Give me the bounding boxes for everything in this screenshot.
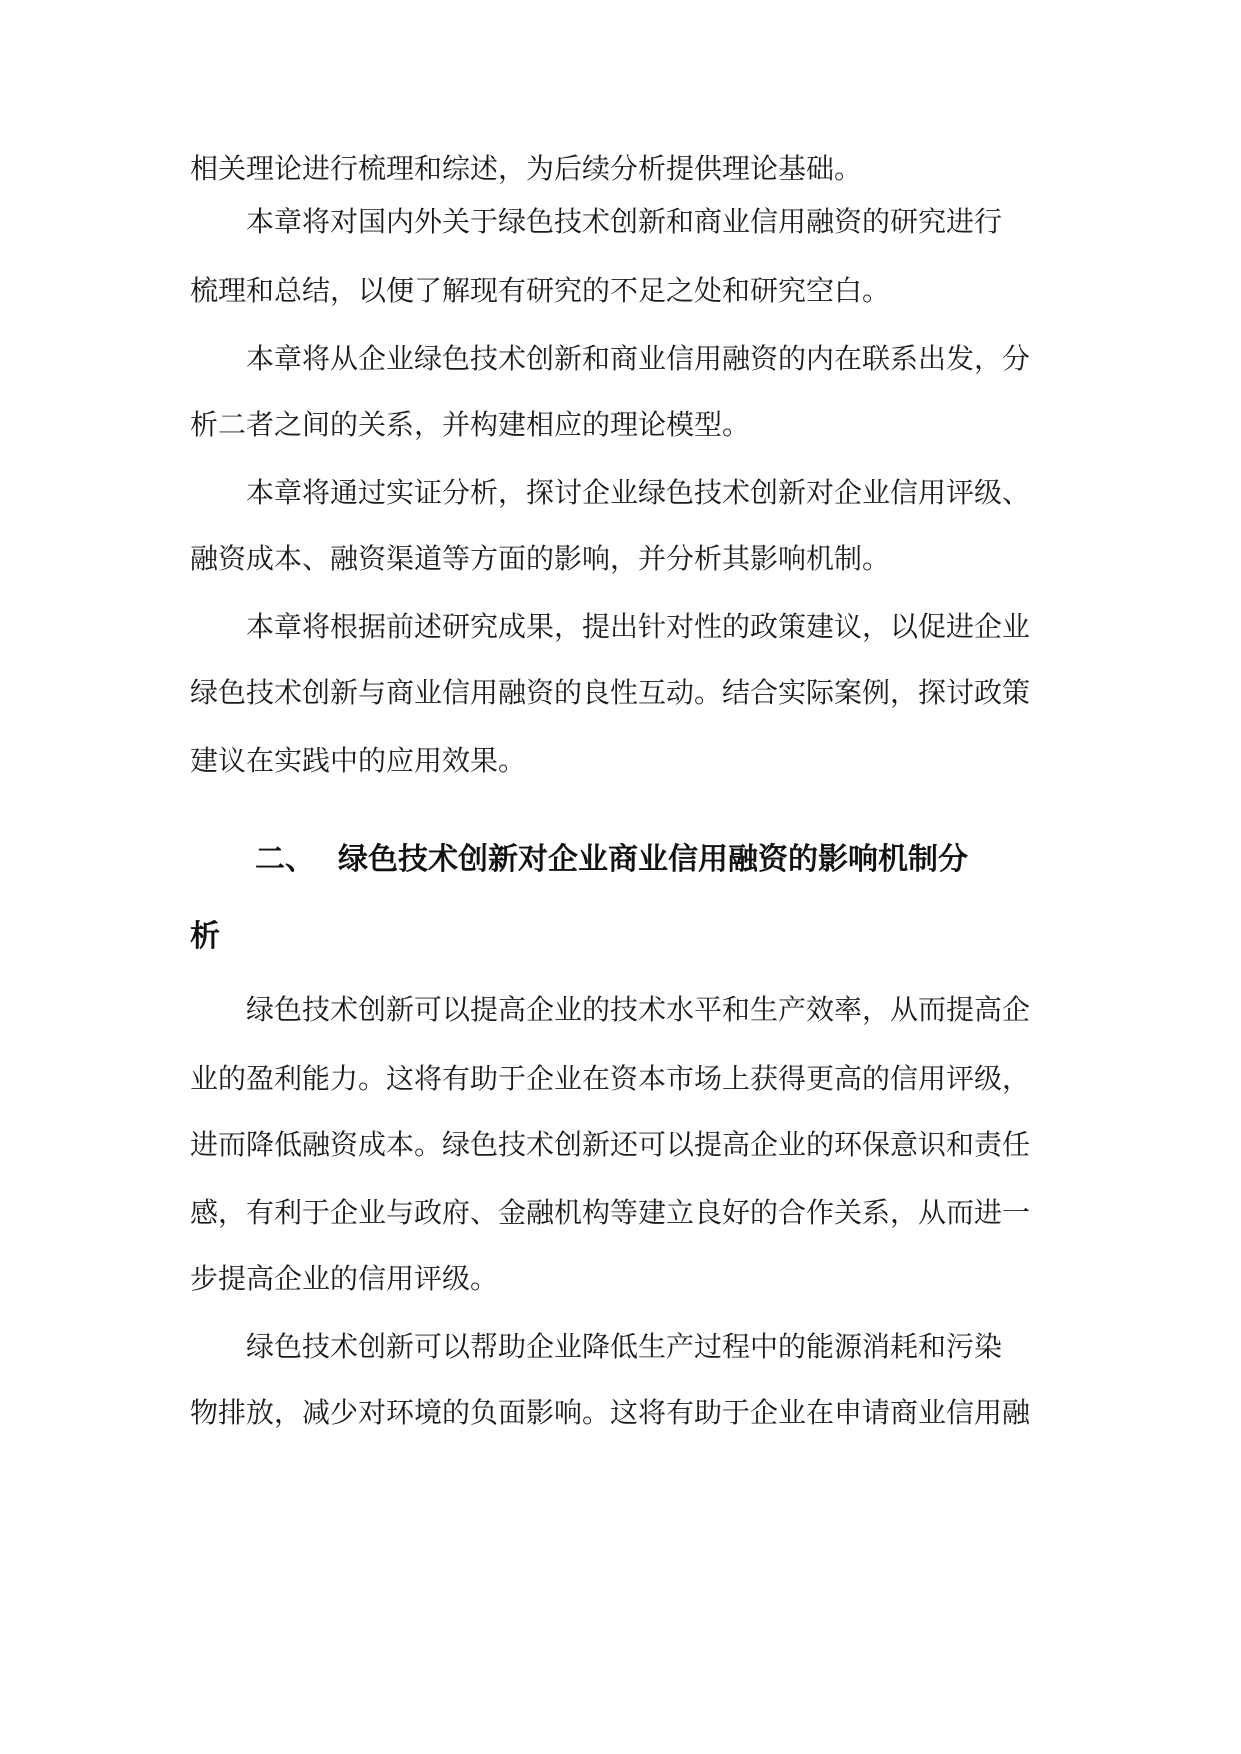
paragraph-line: 感，有利于企业与政府、金融机构等建立良好的合作关系，从而进一 [190, 1196, 1031, 1229]
paragraph-line: 绿色技术创新可以提高企业的技术水平和生产效率，从而提高企 [246, 993, 1031, 1026]
paragraph-line: 建议在实践中的应用效果。 [190, 744, 527, 777]
paragraph-line: 业的盈利能力。这将有助于企业在资本市场上获得更高的信用评级， [190, 1062, 1031, 1095]
paragraph-line: 相关理论进行梳理和综述，为后续分析提供理论基础。 [190, 152, 863, 185]
section-number: 二、 [255, 842, 315, 877]
section-title-continuation: 析 [190, 919, 220, 954]
paragraph-line: 绿色技术创新可以帮助企业降低生产过程中的能源消耗和污染 [246, 1330, 1003, 1363]
paragraph-line: 物排放，减少对环境的负面影响。这将有助于企业在申请商业信用融 [190, 1396, 1031, 1429]
paragraph-line: 步提高企业的信用评级。 [190, 1262, 499, 1295]
paragraph-line: 本章将从企业绿色技术创新和商业信用融资的内在联系出发，分 [246, 342, 1031, 375]
paragraph-line: 绿色技术创新与商业信用融资的良性互动。结合实际案例，探讨政策 [190, 676, 1031, 709]
paragraph-line: 融资成本、融资渠道等方面的影响，并分析其影响机制。 [190, 542, 891, 575]
paragraph-line: 进而降低融资成本。绿色技术创新还可以提高企业的环保意识和责任 [190, 1128, 1031, 1161]
paragraph-line: 本章将对国内外关于绿色技术创新和商业信用融资的研究进行 [246, 205, 1003, 238]
paragraph-line: 本章将通过实证分析，探讨企业绿色技术创新对企业信用评级、 [246, 476, 1031, 509]
paragraph-line: 梳理和总结，以便了解现有研究的不足之处和研究空白。 [190, 274, 891, 307]
section-title: 绿色技术创新对企业商业信用融资的影响机制分 [338, 842, 968, 877]
paragraph-line: 本章将根据前述研究成果，提出针对性的政策建议，以促进企业 [246, 610, 1031, 643]
paragraph-line: 析二者之间的关系，并构建相应的理论模型。 [190, 408, 751, 441]
